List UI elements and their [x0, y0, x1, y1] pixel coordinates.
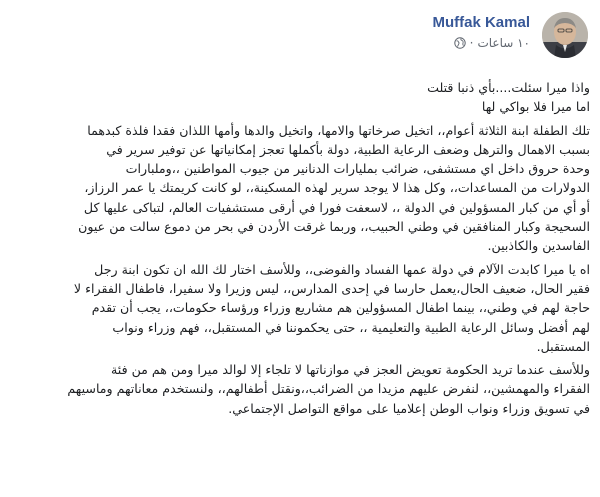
author-name-link[interactable]: Muffak Kamal: [432, 14, 530, 31]
post-text-line: أو أي من كبار المسؤولين في الدولة ،، لاسعفت فورا في أرقى مستشفيات العالم، لتباكى عليها كل: [83, 199, 590, 215]
author-avatar[interactable]: [542, 12, 588, 58]
post-text-line: الفاسدين والكاذبين.: [487, 238, 590, 254]
post-text-line: السحيجة وكبار المنافقين في وطني الحبيب،، وربما غرقت الأردن في بحر من دموع سالت من عيون: [78, 219, 590, 235]
post-header: [0, 0, 600, 72]
post-text-line: المستقبل.: [536, 338, 590, 354]
avatar-photo: [542, 12, 588, 58]
post-meta: [432, 36, 530, 50]
post-text-line: بسبب الاهمال والترهل وضعف الرعاية الطبية، دولة بأكملها تعجز إمكانياتها عن توفير سرير في: [106, 141, 590, 157]
post-text-line: واذا ميرا سئلت....بأي ذنبا قتلت: [427, 80, 590, 95]
post-text-line: في تسويق وزراء ونواب الوطن إعلاميا على مواقع التواصل الإجتماعي.: [228, 400, 590, 416]
author-block: [432, 14, 530, 50]
post-text-line: لهم أفضل وسائل الرعاية الطبية والتعليمية ،، حتى يحكموننا في المستقبل،، فهم وزراء ونواب: [112, 319, 590, 335]
post-text-line: فقير الحال، ضعيف الحال،يعمل حارسا في إحدى المدارس،، ليس وزيرا ولا سفيرا، فاطفال الفقراء لا: [73, 280, 590, 296]
post-text-line: وللأسف عندما تريد الحكومة تعويض العجز في موازناتها لا تلجاء إلا لوالد ميرا ومن هم من فئة: [111, 362, 590, 378]
post-text-line: حاجة لهم في وطني،، بينما اطفال المسؤولين هم مشاريع وزراء ورؤساء حكومات،، يجب أن تقدم: [91, 300, 590, 316]
meta-separator: ·: [469, 36, 474, 50]
post-text-line: اما ميرا فلا بواكي لها: [481, 99, 590, 115]
post-text-line: الدولارات من المساعدات،، وكل هذا لا يوجد سرير لهذه المسكينة،، لو كانت كريمتك يا عمر الرزاز،: [84, 180, 590, 196]
post-timestamp[interactable]: ١٠ ساعات: [477, 36, 530, 50]
post-text-line: تلك الطفلة ابنة الثلاثة أعوام،، اتخيل صرخاتها والامها، واتخيل والدها وأمها اللذان فقدا فلذة كبدهما: [87, 122, 590, 138]
post-text-line: الفقراء والمهمشين،، لنفرض عليهم مزيدا من الضرائب،،ونقتل أطفالهم،، ولنستخدم معاناتهم وماسيهم: [67, 381, 590, 397]
post-body-text: [8, 78, 590, 418]
globe-icon[interactable]: [454, 37, 466, 49]
post-text-line: اه يا ميرا كابدت الآلام في دولة عمها الفساد والفوضى،، وللأسف اختار لك الله ان تكون ابنة رجل: [94, 261, 590, 277]
post-text-line: وحدة حروق داخل اي مستشفى، ضرائب بمليارات الدنانير من جيوب المواطنين ،،وملبارات: [125, 161, 590, 177]
